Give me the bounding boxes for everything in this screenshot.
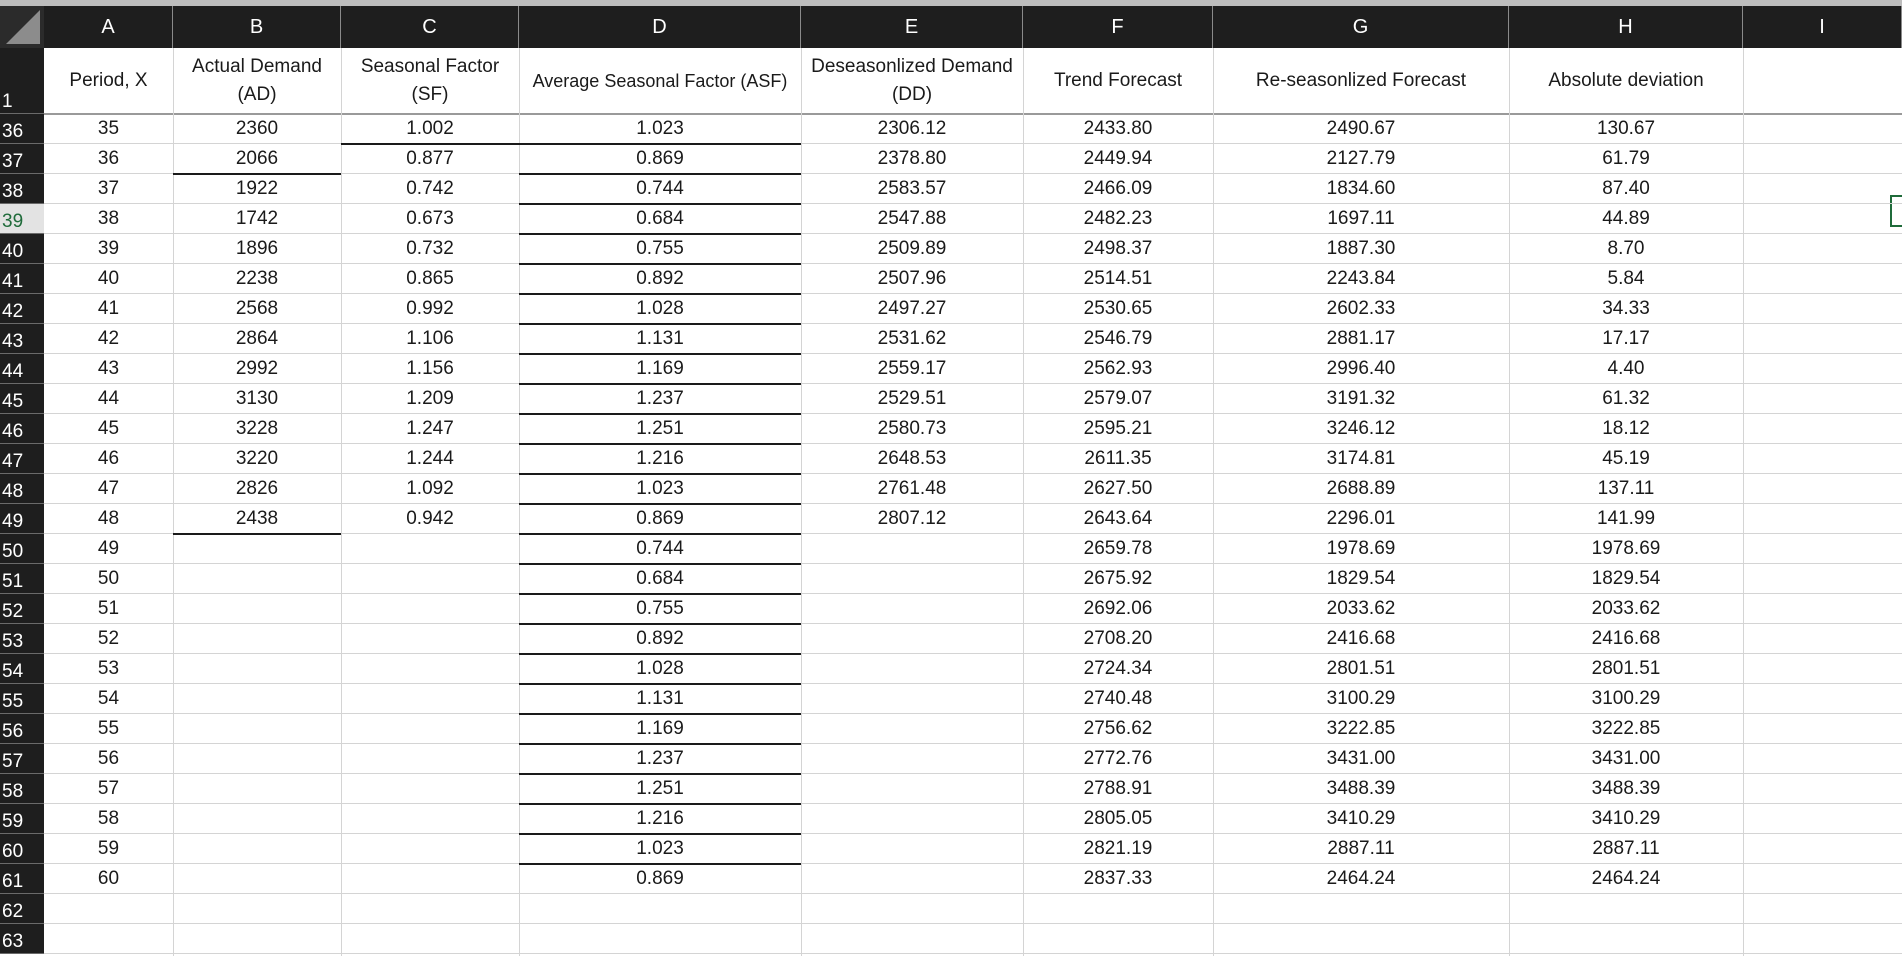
cell-c58[interactable] (341, 774, 519, 804)
cell-g52[interactable]: 2033.62 (1326, 598, 1396, 619)
cell-f63[interactable] (1023, 924, 1213, 954)
cell-c38[interactable]: 0.742 (406, 178, 454, 199)
cell-a50[interactable]: 49 (97, 538, 120, 559)
cell-c39[interactable]: 0.673 (406, 208, 454, 229)
cell-g50[interactable]: 1978.69 (1326, 538, 1396, 559)
cell-c62[interactable] (341, 894, 519, 924)
cell-d62[interactable] (519, 894, 801, 924)
cell-c57[interactable] (341, 744, 519, 774)
cell-b51[interactable] (173, 564, 341, 594)
cell-d53[interactable]: 0.892 (636, 628, 684, 649)
cell-f41[interactable]: 2514.51 (1083, 268, 1153, 289)
column-header-g[interactable]: G (1213, 6, 1509, 48)
cell-h44[interactable]: 4.40 (1607, 358, 1645, 379)
cell-h60[interactable]: 2887.11 (1592, 838, 1660, 859)
column-header-f[interactable]: F (1023, 6, 1213, 48)
cell-b56[interactable] (173, 714, 341, 744)
cell-g36[interactable]: 2490.67 (1326, 118, 1396, 139)
header-reseasonalized-forecast[interactable]: Re-seasonlized Forecast (1255, 70, 1467, 91)
cell-h61[interactable]: 2464.24 (1591, 868, 1661, 889)
cell-d36[interactable]: 1.023 (636, 118, 684, 139)
cell-d42[interactable]: 1.028 (636, 298, 684, 319)
header-period[interactable]: Period, X (69, 70, 148, 91)
row-header-60[interactable]: 60 (0, 834, 44, 864)
cell-g40[interactable]: 1887.30 (1326, 238, 1396, 259)
cell-e51[interactable] (801, 564, 1023, 594)
cell-f46[interactable]: 2595.21 (1083, 418, 1153, 439)
cell-g37[interactable]: 2127.79 (1326, 148, 1396, 169)
cell-g44[interactable]: 2996.40 (1326, 358, 1396, 379)
cell-f56[interactable]: 2756.62 (1083, 718, 1153, 739)
cell-e47[interactable]: 2648.53 (877, 448, 947, 469)
cell-e45[interactable]: 2529.51 (877, 388, 947, 409)
column-header-a[interactable]: A (44, 6, 173, 48)
cell-f52[interactable]: 2692.06 (1083, 598, 1153, 619)
cell-b47[interactable]: 3220 (235, 448, 279, 469)
cell-e60[interactable] (801, 834, 1023, 864)
cell-g58[interactable]: 3488.39 (1326, 778, 1396, 799)
cell-a40[interactable]: 39 (97, 238, 120, 259)
cell-a42[interactable]: 41 (97, 298, 120, 319)
cell-e49[interactable]: 2807.12 (877, 508, 947, 529)
cell-e43[interactable]: 2531.62 (877, 328, 947, 349)
cell-c46[interactable]: 1.247 (406, 418, 454, 439)
cell-h39[interactable]: 44.89 (1602, 208, 1650, 229)
row-header-47[interactable]: 47 (0, 444, 44, 474)
cell-e42[interactable]: 2497.27 (877, 298, 947, 319)
cell-f45[interactable]: 2579.07 (1083, 388, 1153, 409)
cell-f47[interactable]: 2611.35 (1084, 448, 1152, 469)
row-header-45[interactable]: 45 (0, 384, 44, 414)
cell-h58[interactable]: 3488.39 (1591, 778, 1661, 799)
cell-h50[interactable]: 1978.69 (1591, 538, 1661, 559)
cell-h42[interactable]: 34.33 (1602, 298, 1650, 319)
column-header-c[interactable]: C (341, 6, 519, 48)
cell-d40[interactable]: 0.755 (636, 238, 684, 259)
cell-c44[interactable]: 1.156 (406, 358, 454, 379)
cell-h47[interactable]: 45.19 (1602, 448, 1650, 469)
cell-h57[interactable]: 3431.00 (1591, 748, 1661, 769)
cell-f42[interactable]: 2530.65 (1083, 298, 1153, 319)
cell-h55[interactable]: 3100.29 (1591, 688, 1661, 709)
cell-b41[interactable]: 2238 (235, 268, 279, 289)
cell-a44[interactable]: 43 (97, 358, 120, 379)
cell-d49[interactable]: 0.869 (636, 508, 684, 529)
cell-a62[interactable] (44, 894, 173, 924)
cell-b37[interactable]: 2066 (235, 148, 279, 169)
column-header-i[interactable]: I (1743, 6, 1902, 48)
column-header-d[interactable]: D (519, 6, 801, 48)
header-actual-demand[interactable] (173, 48, 341, 114)
cell-a53[interactable]: 52 (97, 628, 120, 649)
cell-a59[interactable]: 58 (97, 808, 120, 829)
cell-d39[interactable]: 0.684 (636, 208, 684, 229)
cell-d37[interactable]: 0.869 (636, 148, 684, 169)
cell-f62[interactable] (1023, 894, 1213, 924)
cell-d51[interactable]: 0.684 (636, 568, 684, 589)
cell-b42[interactable]: 2568 (235, 298, 279, 319)
cell-f60[interactable]: 2821.19 (1083, 838, 1153, 859)
column-header-e[interactable]: E (801, 6, 1023, 48)
cell-b53[interactable] (173, 624, 341, 654)
row-header-63[interactable]: 63 (0, 924, 44, 954)
cell-h37[interactable]: 61.79 (1602, 148, 1650, 169)
cell-h56[interactable]: 3222.85 (1591, 718, 1661, 739)
header-actual-demand-line2: (AD) (237, 84, 277, 105)
header-deseasonalized-demand[interactable] (801, 48, 1023, 114)
row-header-38[interactable]: 38 (0, 174, 44, 204)
cell-h46[interactable]: 18.12 (1602, 418, 1650, 439)
cell-a54[interactable]: 53 (97, 658, 120, 679)
cell-a47[interactable]: 46 (97, 448, 120, 469)
row-header-46[interactable]: 46 (0, 414, 44, 444)
cell-g54[interactable]: 2801.51 (1326, 658, 1396, 679)
cell-d60[interactable]: 1.023 (636, 838, 684, 859)
cell-d52[interactable]: 0.755 (636, 598, 684, 619)
cell-g42[interactable]: 2602.33 (1326, 298, 1396, 319)
cell-a51[interactable]: 50 (97, 568, 120, 589)
cell-g57[interactable]: 3431.00 (1326, 748, 1396, 769)
row-header-57[interactable]: 57 (0, 744, 44, 774)
cell-c51[interactable] (341, 564, 519, 594)
row-header-37[interactable]: 37 (0, 144, 44, 174)
cell-a36[interactable]: 35 (97, 118, 120, 139)
cell-h48[interactable]: 137.11 (1597, 478, 1655, 499)
cell-a63[interactable] (44, 924, 173, 954)
cell-c47[interactable]: 1.244 (406, 448, 454, 469)
header-seasonal-factor-line1: Seasonal Factor (360, 56, 500, 77)
cell-e57[interactable] (801, 744, 1023, 774)
cell-h40[interactable]: 8.70 (1607, 238, 1645, 259)
header-deseasonalized-demand-line1: Deseasonlized Demand (811, 56, 1013, 77)
cell-f43[interactable]: 2546.79 (1083, 328, 1153, 349)
cell-c56[interactable] (341, 714, 519, 744)
cell-g46[interactable]: 3246.12 (1326, 418, 1396, 439)
cell-e40[interactable]: 2509.89 (877, 238, 947, 259)
header-absolute-deviation[interactable]: Absolute deviation (1548, 70, 1704, 91)
cell-d58[interactable]: 1.251 (636, 778, 684, 799)
cell-g51[interactable]: 1829.54 (1326, 568, 1396, 589)
cell-f48[interactable]: 2627.50 (1083, 478, 1153, 499)
cell-g48[interactable]: 2688.89 (1326, 478, 1396, 499)
cell-f59[interactable]: 2805.05 (1083, 808, 1153, 829)
row-header-41[interactable]: 41 (0, 264, 44, 294)
header-deseasonalized-demand-line2: (DD) (891, 84, 933, 105)
cell-b54[interactable] (173, 654, 341, 684)
cell-g63[interactable] (1213, 924, 1509, 954)
cell-c49[interactable]: 0.942 (406, 508, 454, 529)
cell-c52[interactable] (341, 594, 519, 624)
cell-g56[interactable]: 3222.85 (1326, 718, 1396, 739)
row-header-50[interactable]: 50 (0, 534, 44, 564)
row-header-1[interactable]: 1 (0, 48, 44, 114)
cell-g45[interactable]: 3191.32 (1326, 388, 1396, 409)
cell-h63[interactable] (1509, 924, 1743, 954)
cell-a55[interactable]: 54 (97, 688, 120, 709)
cell-f39[interactable]: 2482.23 (1083, 208, 1153, 229)
cell-g53[interactable]: 2416.68 (1326, 628, 1396, 649)
cell-h36[interactable]: 130.67 (1596, 118, 1656, 139)
cell-c59[interactable] (341, 804, 519, 834)
cell-a58[interactable]: 57 (97, 778, 120, 799)
column-header-h[interactable]: H (1509, 6, 1743, 48)
cell-d47[interactable]: 1.216 (636, 448, 684, 469)
cell-c48[interactable]: 1.092 (406, 478, 454, 499)
cell-d54[interactable]: 1.028 (636, 658, 684, 679)
cell-c50[interactable] (341, 534, 519, 564)
cell-b48[interactable]: 2826 (235, 478, 279, 499)
cell-c40[interactable]: 0.732 (406, 238, 454, 259)
cell-b55[interactable] (173, 684, 341, 714)
cell-d46[interactable]: 1.251 (636, 418, 684, 439)
cell-f57[interactable]: 2772.76 (1083, 748, 1153, 769)
cell-b43[interactable]: 2864 (235, 328, 279, 349)
cell-e61[interactable] (801, 864, 1023, 894)
cell-e38[interactable]: 2583.57 (877, 178, 947, 199)
cell-c43[interactable]: 1.106 (406, 328, 454, 349)
cell-h43[interactable]: 17.17 (1602, 328, 1650, 349)
cell-f49[interactable]: 2643.64 (1083, 508, 1153, 529)
row-header-42[interactable]: 42 (0, 294, 44, 324)
cell-h38[interactable]: 87.40 (1602, 178, 1650, 199)
cell-d56[interactable]: 1.169 (636, 718, 684, 739)
row-header-49[interactable]: 49 (0, 504, 44, 534)
header-average-seasonal-factor[interactable]: Average Seasonal Factor (ASF) (532, 71, 788, 91)
cell-d38[interactable]: 0.744 (636, 178, 684, 199)
cell-e63[interactable] (801, 924, 1023, 954)
cell-g43[interactable]: 2881.17 (1326, 328, 1396, 349)
cell-g39[interactable]: 1697.11 (1327, 208, 1395, 229)
cell-a37[interactable]: 36 (97, 148, 120, 169)
cell-c54[interactable] (341, 654, 519, 684)
cell-e58[interactable] (801, 774, 1023, 804)
cell-h41[interactable]: 5.84 (1607, 268, 1645, 289)
cell-e54[interactable] (801, 654, 1023, 684)
cell-b60[interactable] (173, 834, 341, 864)
cell-d55[interactable]: 1.131 (636, 688, 684, 709)
cell-b62[interactable] (173, 894, 341, 924)
row-header-55[interactable]: 55 (0, 684, 44, 714)
cell-e50[interactable] (801, 534, 1023, 564)
cell-c41[interactable]: 0.865 (406, 268, 454, 289)
cell-d59[interactable]: 1.216 (636, 808, 684, 829)
cell-c60[interactable] (341, 834, 519, 864)
cell-e55[interactable] (801, 684, 1023, 714)
cell-b36[interactable]: 2360 (235, 118, 279, 139)
header-seasonal-factor-line2: (SF) (411, 84, 449, 105)
cell-a60[interactable]: 59 (97, 838, 120, 859)
cell-g41[interactable]: 2243.84 (1326, 268, 1396, 289)
cell-a41[interactable]: 40 (97, 268, 120, 289)
row-header-56[interactable]: 56 (0, 714, 44, 744)
cell-e39[interactable]: 2547.88 (877, 208, 947, 229)
cell-e56[interactable] (801, 714, 1023, 744)
cell-b50[interactable] (173, 534, 341, 564)
cell-d57[interactable]: 1.237 (636, 748, 684, 769)
cell-e46[interactable]: 2580.73 (877, 418, 947, 439)
cell-a48[interactable]: 47 (97, 478, 120, 499)
cell-d44[interactable]: 1.169 (636, 358, 684, 379)
cell-a49[interactable]: 48 (97, 508, 120, 529)
cell-b44[interactable]: 2992 (235, 358, 279, 379)
cell-f50[interactable]: 2659.78 (1083, 538, 1153, 559)
cell-e41[interactable]: 2507.96 (877, 268, 947, 289)
cell-e36[interactable]: 2306.12 (877, 118, 947, 139)
row-header-48[interactable]: 48 (0, 474, 44, 504)
cell-a56[interactable]: 55 (97, 718, 120, 739)
cell-h49[interactable]: 141.99 (1596, 508, 1656, 529)
cell-a45[interactable]: 44 (97, 388, 120, 409)
cell-d43[interactable]: 1.131 (636, 328, 684, 349)
cell-f58[interactable]: 2788.91 (1083, 778, 1153, 799)
cell-a38[interactable]: 37 (97, 178, 120, 199)
cell-f53[interactable]: 2708.20 (1083, 628, 1153, 649)
row-header-51[interactable]: 51 (0, 564, 44, 594)
cell-f51[interactable]: 2675.92 (1083, 568, 1153, 589)
cell-a61[interactable]: 60 (97, 868, 120, 889)
cell-e44[interactable]: 2559.17 (877, 358, 947, 379)
cell-b59[interactable] (173, 804, 341, 834)
row-header-58[interactable]: 58 (0, 774, 44, 804)
cell-f38[interactable]: 2466.09 (1083, 178, 1153, 199)
cell-h53[interactable]: 2416.68 (1591, 628, 1661, 649)
cell-e53[interactable] (801, 624, 1023, 654)
cell-h62[interactable] (1509, 894, 1743, 924)
cell-f37[interactable]: 2449.94 (1083, 148, 1153, 169)
cell-g47[interactable]: 3174.81 (1326, 448, 1396, 469)
cell-d45[interactable]: 1.237 (636, 388, 684, 409)
cell-g59[interactable]: 3410.29 (1326, 808, 1396, 829)
cell-f40[interactable]: 2498.37 (1083, 238, 1153, 259)
cell-g55[interactable]: 3100.29 (1326, 688, 1396, 709)
cell-e59[interactable] (801, 804, 1023, 834)
cell-h52[interactable]: 2033.62 (1591, 598, 1661, 619)
select-all-corner[interactable] (0, 6, 44, 48)
row-header-53[interactable]: 53 (0, 624, 44, 654)
cell-d48[interactable]: 1.023 (636, 478, 684, 499)
cell-d61[interactable]: 0.869 (636, 868, 684, 889)
row-header-59[interactable]: 59 (0, 804, 44, 834)
cell-d63[interactable] (519, 924, 801, 954)
cell-b38[interactable]: 1922 (235, 178, 279, 199)
cell-g61[interactable]: 2464.24 (1326, 868, 1396, 889)
cell-c61[interactable] (341, 864, 519, 894)
cell-b40[interactable]: 1896 (235, 238, 279, 259)
cell-g60[interactable]: 2887.11 (1327, 838, 1395, 859)
gridline-vertical (1743, 48, 1744, 956)
cell-c45[interactable]: 1.209 (406, 388, 454, 409)
row-header-44[interactable]: 44 (0, 354, 44, 384)
cell-c53[interactable] (341, 624, 519, 654)
cell-b39[interactable]: 1742 (235, 208, 279, 229)
header-seasonal-factor[interactable] (341, 48, 519, 114)
header-trend-forecast[interactable]: Trend Forecast (1053, 70, 1183, 91)
cell-a57[interactable]: 56 (97, 748, 120, 769)
row-header-61[interactable]: 61 (0, 864, 44, 894)
cell-e48[interactable]: 2761.48 (877, 478, 947, 499)
cell-d50[interactable]: 0.744 (636, 538, 684, 559)
cell-f54[interactable]: 2724.34 (1083, 658, 1153, 679)
row-header-43[interactable]: 43 (0, 324, 44, 354)
cell-f55[interactable]: 2740.48 (1083, 688, 1153, 709)
header-actual-demand-line1: Actual Demand (192, 56, 322, 77)
row-header-54[interactable]: 54 (0, 654, 44, 684)
row-header-40[interactable]: 40 (0, 234, 44, 264)
row-header-36[interactable]: 36 (0, 114, 44, 144)
cell-b49[interactable]: 2438 (235, 508, 279, 529)
cell-c55[interactable] (341, 684, 519, 714)
cell-a46[interactable]: 45 (97, 418, 120, 439)
cell-d41[interactable]: 0.892 (636, 268, 684, 289)
cell-c42[interactable]: 0.992 (406, 298, 454, 319)
cell-b61[interactable] (173, 864, 341, 894)
cell-f36[interactable]: 2433.80 (1083, 118, 1153, 139)
cell-b52[interactable] (173, 594, 341, 624)
cell-a43[interactable]: 42 (97, 328, 120, 349)
row-header-52[interactable]: 52 (0, 594, 44, 624)
cell-c63[interactable] (341, 924, 519, 954)
cell-g49[interactable]: 2296.01 (1326, 508, 1396, 529)
cell-f61[interactable]: 2837.33 (1083, 868, 1153, 889)
cell-b57[interactable] (173, 744, 341, 774)
cell-h51[interactable]: 1829.54 (1591, 568, 1661, 589)
cell-e37[interactable]: 2378.80 (877, 148, 947, 169)
cell-b63[interactable] (173, 924, 341, 954)
cell-c37[interactable]: 0.877 (406, 148, 454, 169)
column-header-b[interactable]: B (173, 6, 341, 48)
cell-h54[interactable]: 2801.51 (1591, 658, 1661, 679)
cell-a52[interactable]: 51 (97, 598, 120, 619)
cell-e52[interactable] (801, 594, 1023, 624)
cell-h59[interactable]: 3410.29 (1591, 808, 1661, 829)
cell-b46[interactable]: 3228 (235, 418, 279, 439)
cell-c36[interactable]: 1.002 (406, 118, 454, 139)
cell-g38[interactable]: 1834.60 (1326, 178, 1396, 199)
cell-a39[interactable]: 38 (97, 208, 120, 229)
active-cell-indicator[interactable] (1890, 195, 1902, 227)
cell-e62[interactable] (801, 894, 1023, 924)
cell-b58[interactable] (173, 774, 341, 804)
cell-f44[interactable]: 2562.93 (1083, 358, 1153, 379)
row-header-62[interactable]: 62 (0, 894, 44, 924)
cell-h45[interactable]: 61.32 (1602, 388, 1650, 409)
cell-g62[interactable] (1213, 894, 1509, 924)
row-header-39[interactable]: 39 (0, 204, 44, 234)
cell-b45[interactable]: 3130 (235, 388, 279, 409)
